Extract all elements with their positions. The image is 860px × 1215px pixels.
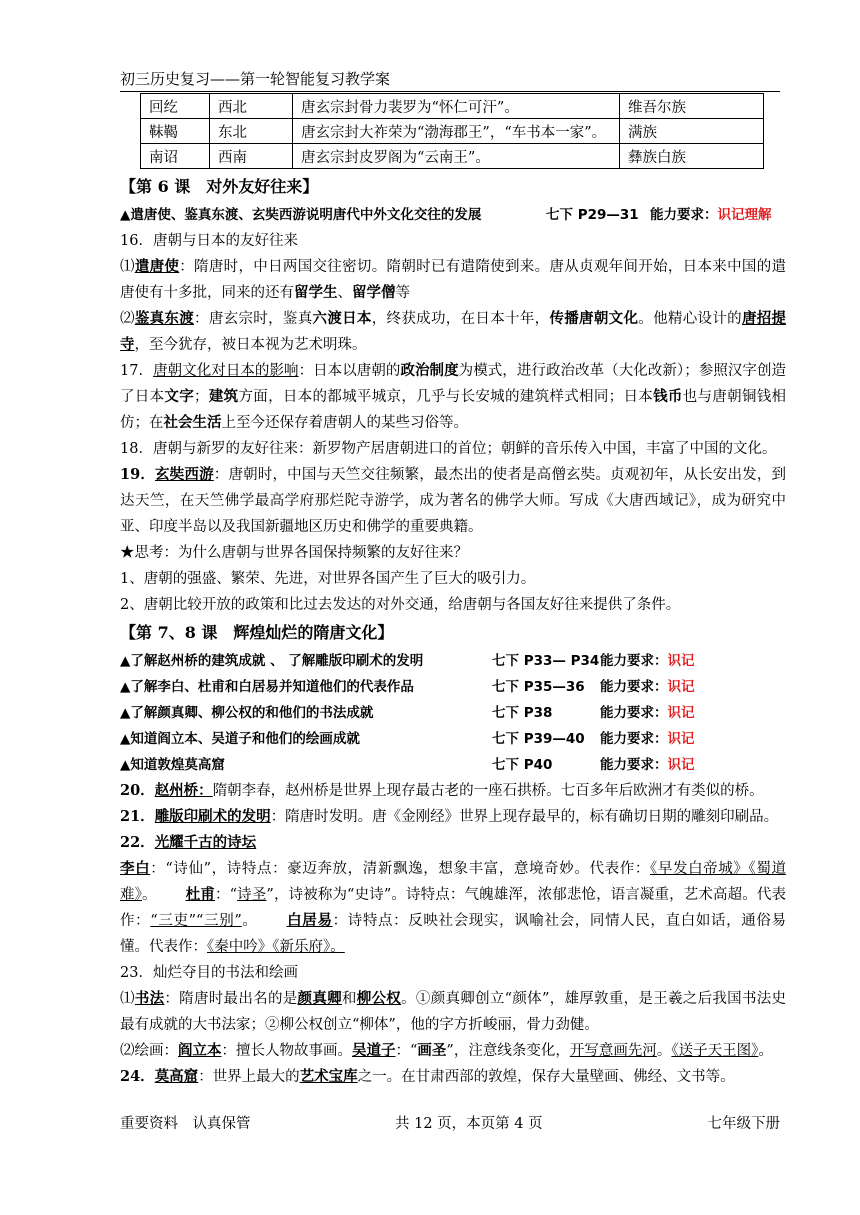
section-20 [120, 778, 786, 804]
table-cell: 西南 [210, 144, 293, 169]
text: ：隋唐时最出名的是 [164, 991, 298, 1007]
text: ； [194, 389, 209, 405]
table-cell: 彝族白族 [620, 144, 764, 169]
text: ：擅长人物故事画。 [221, 1043, 352, 1059]
requirement-pages: 七下 P33— P34 [492, 653, 600, 669]
table-cell: 东北 [210, 119, 293, 144]
text: ：日本以唐朝的 [298, 363, 401, 379]
term: 玄奘西游 [155, 466, 214, 483]
text: ：诗特点：反映社会现实，讽喻社会，同情人民，直白如话，通俗易懂。代表作： [120, 913, 787, 955]
page-header [120, 68, 780, 92]
text: ：唐玄宗时，鉴真 [194, 311, 313, 327]
term: 雕版印刷术的发明 [154, 808, 271, 825]
think-question: ★思考：为什么唐朝与世界各国保持频繁的友好往来？ [120, 545, 468, 561]
poet-name: 李白 [120, 860, 151, 877]
section-23-2 [120, 1038, 786, 1064]
requirement-pages: 七下 P39—40 [492, 731, 585, 747]
term: 鉴真东渡 [134, 310, 195, 327]
keyword: 艺术宝库 [299, 1068, 358, 1085]
keyword: 钱币 [653, 388, 683, 405]
table-row [141, 119, 764, 144]
requirement-pages: 七下 P38 [492, 705, 553, 721]
header-title: 初三历史复习——第一轮智能复习教学案 [120, 70, 391, 88]
footer-left: 重要资料 认真保管 [120, 1116, 251, 1132]
requirement-pages: 七下 P40 [492, 757, 553, 773]
keyword: 六渡日本 [312, 310, 372, 327]
table-row [141, 94, 764, 119]
requirement-text: ▲知道敦煌莫高窟 [120, 757, 225, 773]
keyword: 文字 [164, 388, 195, 405]
keyword: 阎立本 [178, 1042, 222, 1059]
table-cell: 回纥 [141, 94, 210, 119]
table-cell: 唐玄宗封骨力裴罗为“怀仁可汗”。 [293, 94, 620, 119]
requirement-text: ▲知道阎立本、吴道子和他们的绘画成就 [120, 731, 360, 747]
section-22 [120, 830, 786, 856]
keyword: 吴道子 [352, 1042, 396, 1059]
requirement-row [120, 726, 786, 752]
text: 。他精心设计的 [638, 311, 742, 327]
keyword: 画圣 [417, 1042, 447, 1059]
item-number: 20． [120, 782, 155, 799]
text: 。 [758, 1043, 773, 1059]
requirement-row [120, 752, 786, 778]
requirement-level: 识记 [667, 653, 695, 669]
requirement-label: 能力要求： [600, 705, 668, 721]
requirement-text: ▲遣唐使、鉴真东渡、玄奘西游说明唐代中外文化交往的发展 [120, 207, 482, 223]
table-cell: 靺鞨 [141, 119, 210, 144]
item-number: 24． [120, 1068, 155, 1085]
poet-name: 杜甫 [185, 886, 215, 903]
requirement-row [120, 700, 786, 726]
keyword: 留学僧 [352, 284, 396, 301]
poets-paragraph [120, 856, 786, 960]
requirement-label: 能力要求： [650, 207, 718, 223]
requirement-level: 识记 [667, 731, 695, 747]
keyword: 政治制度 [400, 362, 459, 379]
text: 。 [142, 887, 157, 903]
text: ：“ [395, 1043, 418, 1059]
requirement-row [120, 674, 786, 700]
underlined-text: 开写意画先河 [569, 1043, 657, 1059]
section-23-1 [120, 986, 786, 1038]
requirement-label: 能力要求： [600, 731, 668, 747]
text: ：世界上最大的 [198, 1069, 300, 1085]
requirement-text: ▲了解赵州桥的建筑成就 、 了解雕版印刷术的发明 [120, 653, 424, 669]
text: ：唐朝时，中国与天竺交往频繁，最杰出的使者是高僧玄奘。贞观初年，从长安出发，到达天竺，在天竺佛学最高学府那烂陀寺游学，成为著名的佛学大师。写成《大唐西域记》，成为研究中亚、印度半岛以及我国新疆地区历史和佛学的重要典籍。 [120, 467, 787, 535]
table-cell: 西北 [210, 94, 293, 119]
think-answer-2: 2、唐朝比较开放的政策和比过去发达的对外交通，给唐朝与各国友好往来提供了条件。 [120, 597, 681, 613]
section-21 [120, 804, 786, 830]
lesson-7-8-title: 【第 7、8 课 辉煌灿烂的隋唐文化】 [120, 623, 394, 642]
table-cell: 维吾尔族 [620, 94, 764, 119]
works: 《早发白帝城》《蜀道难》 [120, 861, 787, 903]
text: 方面，日本的都城平城京，几乎与长安城的建筑样式相同；日本 [238, 389, 654, 405]
item-number: 17． [120, 363, 154, 379]
item-number: ⑴ [120, 991, 135, 1007]
requirement-text: ▲了解李白、杜甫和白居易并知道他们的代表作品 [120, 679, 414, 695]
text: 之一。在甘肃西部的敦煌，保存大量壁画、佛经、文书等。 [357, 1069, 735, 1085]
requirement-level: 识记理解 [717, 207, 772, 223]
text: ：隋唐时，中日两国交往密切。隋朝时已有遣隋使到来。唐从贞观年间开始，日本来中国的遣唐使有十多批，同来的还有 [120, 259, 787, 301]
text: 等 [395, 285, 410, 301]
table-cell: 南诏 [141, 144, 210, 169]
item-number: ⑵ [120, 311, 135, 327]
text: 隋朝李春，赵州桥是世界上现存最古老的一座石拱桥。七百多年后欧洲才有类似的桥。 [212, 783, 764, 799]
requirement-level: 识记 [667, 757, 695, 773]
keyword: 唐招提寺 [120, 310, 787, 353]
text: ：隋唐时发明。唐《金刚经》世界上现存最早的，标有确切日期的雕刻印刷品。 [270, 809, 779, 825]
table-cell: 满族 [620, 119, 764, 144]
works: 《秦中吟》《新乐府》。 [207, 939, 345, 955]
works: “三吏”“三别” [150, 913, 242, 929]
text: 上至今还保存着唐朝人的某些习俗等。 [221, 415, 468, 431]
section-16-2 [120, 306, 786, 358]
requirement-pages: 七下 P29—31 [546, 207, 639, 223]
keyword: 社会生活 [163, 414, 222, 431]
text: 。①颜真卿创立“颜体”，雄厚敦重，是王羲之后我国书法史最有成就的大书法家；②柳公权创立“柳体”，他的字方折峻丽，骨力劲健。 [120, 991, 787, 1033]
item-number: 19． [120, 466, 156, 483]
requirement-pages: 七下 P35—36 [492, 679, 585, 695]
section-17 [120, 358, 786, 436]
term: 书法 [134, 990, 165, 1007]
text: ”，诗被称为“史诗”。诗特点：气魄雄浑，浓郁悲怆，语言凝重，艺术高超。代表作： [120, 887, 787, 929]
table-cell: 唐玄宗封大祚荣为“渤海郡王”，“车书本一家”。 [293, 119, 620, 144]
text: ，终获成功，在日本十年， [371, 311, 550, 327]
footer-right: 七年级下册 [707, 1116, 780, 1132]
section-18: 18．唐朝与新罗的友好往来：新罗物产居唐朝进口的首位；朝鲜的音乐传入中国，丰富了中国的文化。 [120, 441, 777, 457]
item-number: ⑴ [120, 259, 135, 275]
keyword: 传播唐朝文化 [549, 310, 639, 327]
requirement-label: 能力要求： [600, 679, 668, 695]
text: 、 [337, 285, 352, 301]
text: ”，注意线条变化， [446, 1043, 570, 1059]
term: 唐朝文化对日本的影响 [153, 363, 299, 379]
keyword: 诗圣 [237, 887, 267, 903]
lesson-6-title: 【第 6 课 对外友好往来】 [120, 177, 319, 196]
poet-name: 白居易 [286, 912, 333, 929]
item-number: 22． [120, 834, 155, 851]
section-16-title: 16．唐朝与日本的友好往来 [120, 233, 298, 249]
think-answer-1: 1、唐朝的强盛、繁荣、先进，对世界各国产生了巨大的吸引力。 [120, 571, 536, 587]
requirement-label: 能力要求： [600, 757, 668, 773]
table-cell: 唐玄宗封皮罗阁为“云南王”。 [293, 144, 620, 169]
keyword: 建筑 [208, 388, 239, 405]
section-16-1 [120, 254, 786, 306]
text: 。 [656, 1043, 672, 1059]
keyword: 留学生 [294, 284, 338, 301]
section-24 [120, 1064, 786, 1090]
text: ，至今犹存，被日本视为艺术明珠。 [134, 337, 367, 353]
table-row [141, 144, 764, 169]
text: 为模式，进行政治改革（大化改新）；参照汉字创造了日本 [120, 363, 787, 405]
requirement-row [120, 648, 786, 674]
section-19 [120, 462, 786, 540]
text: 和 [341, 991, 357, 1007]
item-number: 21． [120, 808, 155, 825]
text: 也与唐朝铜钱相仿；在 [120, 389, 787, 431]
text: ：“诗仙”，诗特点：豪迈奔放，清新飘逸，想象丰富，意境奇妙。代表作： [150, 861, 650, 877]
term: 光耀千古的诗坛 [154, 834, 257, 851]
term: 莫高窟 [154, 1068, 199, 1085]
section-23-title: 23．灿烂夺目的书法和绘画 [120, 965, 298, 981]
requirement-level: 识记 [667, 679, 695, 695]
keyword: 颜真卿 [297, 990, 342, 1007]
keyword: 柳公权 [356, 990, 402, 1007]
term: 赵州桥： [154, 782, 213, 799]
minority-table [140, 93, 764, 169]
requirement-label: 能力要求： [600, 653, 668, 669]
requirement-level: 识记 [667, 705, 695, 721]
term: 遣唐使 [134, 258, 180, 275]
footer-page-count: 共 12 页，本页第 4 页 [395, 1116, 543, 1132]
text: 。 [241, 913, 258, 929]
text: ：“ [215, 887, 238, 903]
item-number: ⑵绘画： [120, 1043, 178, 1059]
main-content [120, 172, 786, 1090]
lesson-6-requirement [120, 202, 786, 228]
underlined-text: 《送子天王图》 [671, 1043, 759, 1059]
requirement-text: ▲了解颜真卿、柳公权的和他们的书法成就 [120, 705, 374, 721]
